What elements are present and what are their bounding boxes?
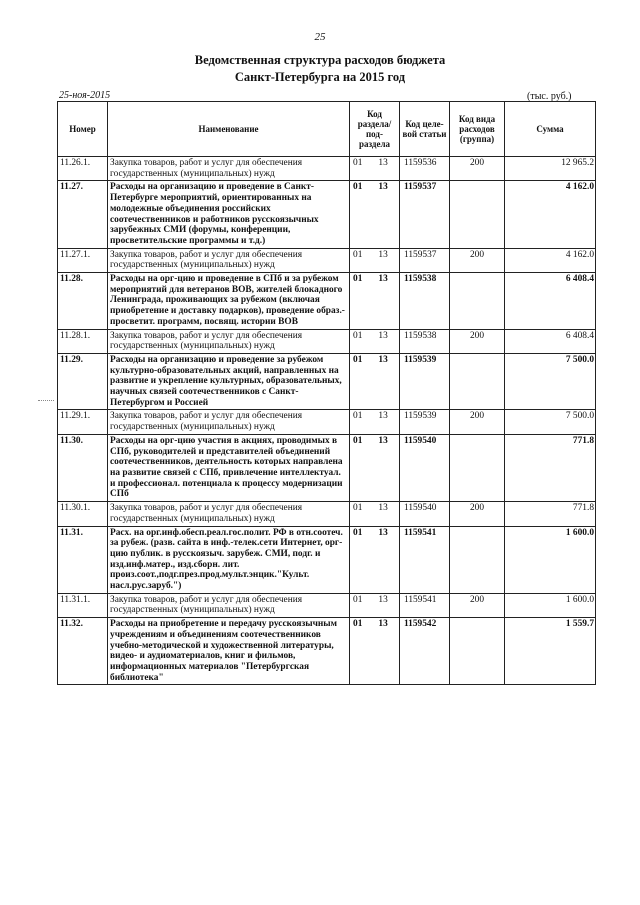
row-name: Расходы на орг-цию и проведение в СПб и за рубежом мероприятий для ветеранов ВОВ, жителей блокадного Ленинграда, проживающих за рубежом (включая приобретение и доставку подарков), проведение образ.-просветит. программ, посвящ. истории ВОВ xyxy=(108,273,350,330)
row-number: 11.31.1. xyxy=(58,593,108,617)
row-target-code: 1159539 xyxy=(400,353,450,410)
row-subsection: 13 xyxy=(378,594,388,605)
row-target-code: 1159537 xyxy=(400,181,450,248)
row-subsection: 13 xyxy=(378,503,388,514)
row-expense-type-code xyxy=(450,526,505,593)
row-section-code xyxy=(350,181,400,248)
row-number: 11.27. xyxy=(58,181,108,248)
row-name: Закупка товаров, работ и услуг для обеспечения государственных (муниципальных) нужд xyxy=(108,410,350,434)
row-subsection: 13 xyxy=(378,249,388,260)
row-expense-type-code xyxy=(450,273,505,330)
row-number: 11.32. xyxy=(58,618,108,685)
header-number: Номер xyxy=(58,102,108,157)
row-section: 01 xyxy=(353,158,363,168)
row-sum: 1 600.0 xyxy=(505,526,596,593)
row-name: Расходы на организацию и проведение в Санкт-Петербурге мероприятий, ориентированных на молодежные объединения российских соотечественников и работников русскоязычных зарубежных СМИ (форумы, конференции, просветительские программы и т.д.) xyxy=(108,181,350,248)
row-target-code: 1159537 xyxy=(400,248,450,272)
row-section: 01 xyxy=(353,249,363,260)
table-row xyxy=(58,410,596,434)
row-section-code xyxy=(350,157,400,181)
row-subsection: 13 xyxy=(378,330,388,341)
row-section: 01 xyxy=(353,527,363,538)
row-section-code xyxy=(350,410,400,434)
row-sum: 1 559.7 xyxy=(505,618,596,685)
row-section-code xyxy=(350,434,400,501)
row-section-code xyxy=(350,353,400,410)
row-name: Расходы на приобретение и передачу русскоязычным учреждениям и объединениям соотечественников учебно-методической и художественной литературы, видео- и аудиоматериалов, книг и фильмов, информационных материалов "Петербургская библиотека" xyxy=(108,618,350,685)
document-title-line-2: Санкт-Петербурга на 2015 год xyxy=(234,70,406,84)
row-number: 11.30.1. xyxy=(58,502,108,526)
table-row xyxy=(58,181,596,248)
row-subsection: 13 xyxy=(378,158,388,168)
table-body xyxy=(58,157,596,685)
row-expense-type-code xyxy=(450,353,505,410)
row-sum: 7 500.0 xyxy=(505,353,596,410)
row-target-code: 1159540 xyxy=(400,502,450,526)
document-date: 25-ноя-2015 xyxy=(59,90,111,101)
row-section-code xyxy=(350,273,400,330)
row-name: Закупка товаров, работ и услуг для обеспечения государственных (муниципальных) нужд xyxy=(108,502,350,526)
row-section: 01 xyxy=(353,182,363,193)
row-sum: 771.8 xyxy=(505,434,596,501)
row-section: 01 xyxy=(353,435,363,446)
row-number: 11.29.1. xyxy=(58,410,108,434)
table-header-row xyxy=(58,102,596,157)
row-section: 01 xyxy=(353,503,363,514)
row-target-code: 1159541 xyxy=(400,593,450,617)
row-section: 01 xyxy=(353,594,363,605)
row-sum: 6 408.4 xyxy=(505,329,596,353)
row-target-code: 1159538 xyxy=(400,329,450,353)
row-subsection: 13 xyxy=(378,619,388,630)
header-expense-type-code: Код вида расходов (группа) xyxy=(450,102,505,157)
table-row xyxy=(58,618,596,685)
row-expense-type-code: 200 xyxy=(450,157,505,181)
row-expense-type-code: 200 xyxy=(450,593,505,617)
currency-unit: (тыс. руб.) xyxy=(527,91,572,102)
row-expense-type-code xyxy=(450,434,505,501)
row-name: Расх. на орг.инф.обесп.реал.гос.полит. РФ в отн.соотеч. за рубеж. (разв. сайта в инф.-телек.сети Интернет, орг-цию публик. в русскоязыч. зарубеж. СМИ, подг. и изд.инф.матер., изд.сборн. лит. произ.соот.,подг.през.прод.мульт.энцик."Культ. насл.рус.заруб.") xyxy=(108,526,350,593)
row-subsection: 13 xyxy=(378,182,388,193)
row-number: 11.26.1. xyxy=(58,157,108,181)
row-subsection: 13 xyxy=(378,411,388,422)
row-number: 11.27.1. xyxy=(58,248,108,272)
row-expense-type-code: 200 xyxy=(450,410,505,434)
row-section: 01 xyxy=(353,619,363,630)
row-target-code: 1159538 xyxy=(400,273,450,330)
row-section-code xyxy=(350,248,400,272)
header-target-code: Код целе- вой статьи xyxy=(400,102,450,157)
row-number: 11.28.1. xyxy=(58,329,108,353)
table-row xyxy=(58,329,596,353)
row-number: 11.30. xyxy=(58,434,108,501)
row-name: Закупка товаров, работ и услуг для обеспечения государственных (муниципальных) нужд xyxy=(108,157,350,181)
row-number: 11.28. xyxy=(58,273,108,330)
row-target-code: 1159540 xyxy=(400,434,450,501)
row-section-code xyxy=(350,329,400,353)
table-row xyxy=(58,526,596,593)
row-target-code: 1159536 xyxy=(400,157,450,181)
row-target-code: 1159539 xyxy=(400,410,450,434)
row-sum: 1 600.0 xyxy=(505,593,596,617)
table-row xyxy=(58,353,596,410)
row-subsection: 13 xyxy=(378,274,388,285)
page-number: 25 xyxy=(314,31,326,43)
row-name: Расходы на организацию и проведение за рубежом культурно-образовательных акций, направленных на развитие и укрепление культурных, образовательных, научных связей соотечественников с Санкт-Петербургом и Россией xyxy=(108,353,350,410)
row-section: 01 xyxy=(353,411,363,422)
table-row xyxy=(58,502,596,526)
row-name: Закупка товаров, работ и услуг для обеспечения государственных (муниципальных) нужд xyxy=(108,329,350,353)
row-target-code: 1159541 xyxy=(400,526,450,593)
row-subsection: 13 xyxy=(378,527,388,538)
table-row xyxy=(58,593,596,617)
header-name: Наименование xyxy=(108,102,350,157)
row-sum: 4 162.0 xyxy=(505,181,596,248)
row-sum: 12 965.2 xyxy=(505,157,596,181)
row-expense-type-code xyxy=(450,618,505,685)
row-name: Закупка товаров, работ и услуг для обеспечения государственных (муниципальных) нужд xyxy=(108,248,350,272)
row-section: 01 xyxy=(353,354,363,365)
row-number: 11.31. xyxy=(58,526,108,593)
row-expense-type-code xyxy=(450,181,505,248)
row-sum: 771.8 xyxy=(505,502,596,526)
row-sum: 6 408.4 xyxy=(505,273,596,330)
row-target-code: 1159542 xyxy=(400,618,450,685)
row-expense-type-code: 200 xyxy=(450,502,505,526)
table-row xyxy=(58,434,596,501)
row-section-code xyxy=(350,502,400,526)
document-title-line-1: Ведомственная структура расходов бюджета xyxy=(194,53,446,67)
row-sum: 7 500.0 xyxy=(505,410,596,434)
row-expense-type-code: 200 xyxy=(450,248,505,272)
row-section-code xyxy=(350,618,400,685)
row-number: 11.29. xyxy=(58,353,108,410)
row-subsection: 13 xyxy=(378,435,388,446)
row-section: 01 xyxy=(353,330,363,341)
row-sum: 4 162.0 xyxy=(505,248,596,272)
table-row xyxy=(58,273,596,330)
scan-artifact xyxy=(38,400,54,407)
row-section-code xyxy=(350,526,400,593)
table-row xyxy=(58,157,596,181)
header-section-code: Код раздела/ под- раздела xyxy=(350,102,400,157)
row-subsection: 13 xyxy=(378,354,388,365)
row-expense-type-code: 200 xyxy=(450,329,505,353)
table-row xyxy=(58,248,596,272)
row-name: Расходы на орг-цию участия в акциях, проводимых в СПб, руководителей и представителей объединений соотечественников, деятельность которых направлена на развитие связей с СПб, привлечение интеллектуал. и профессионал. потенциала к процессу модернизации СПб xyxy=(108,434,350,501)
header-sum: Сумма xyxy=(505,102,596,157)
budget-table xyxy=(57,101,596,685)
row-name: Закупка товаров, работ и услуг для обеспечения государственных (муниципальных) нужд xyxy=(108,593,350,617)
row-section-code xyxy=(350,593,400,617)
row-section: 01 xyxy=(353,274,363,285)
